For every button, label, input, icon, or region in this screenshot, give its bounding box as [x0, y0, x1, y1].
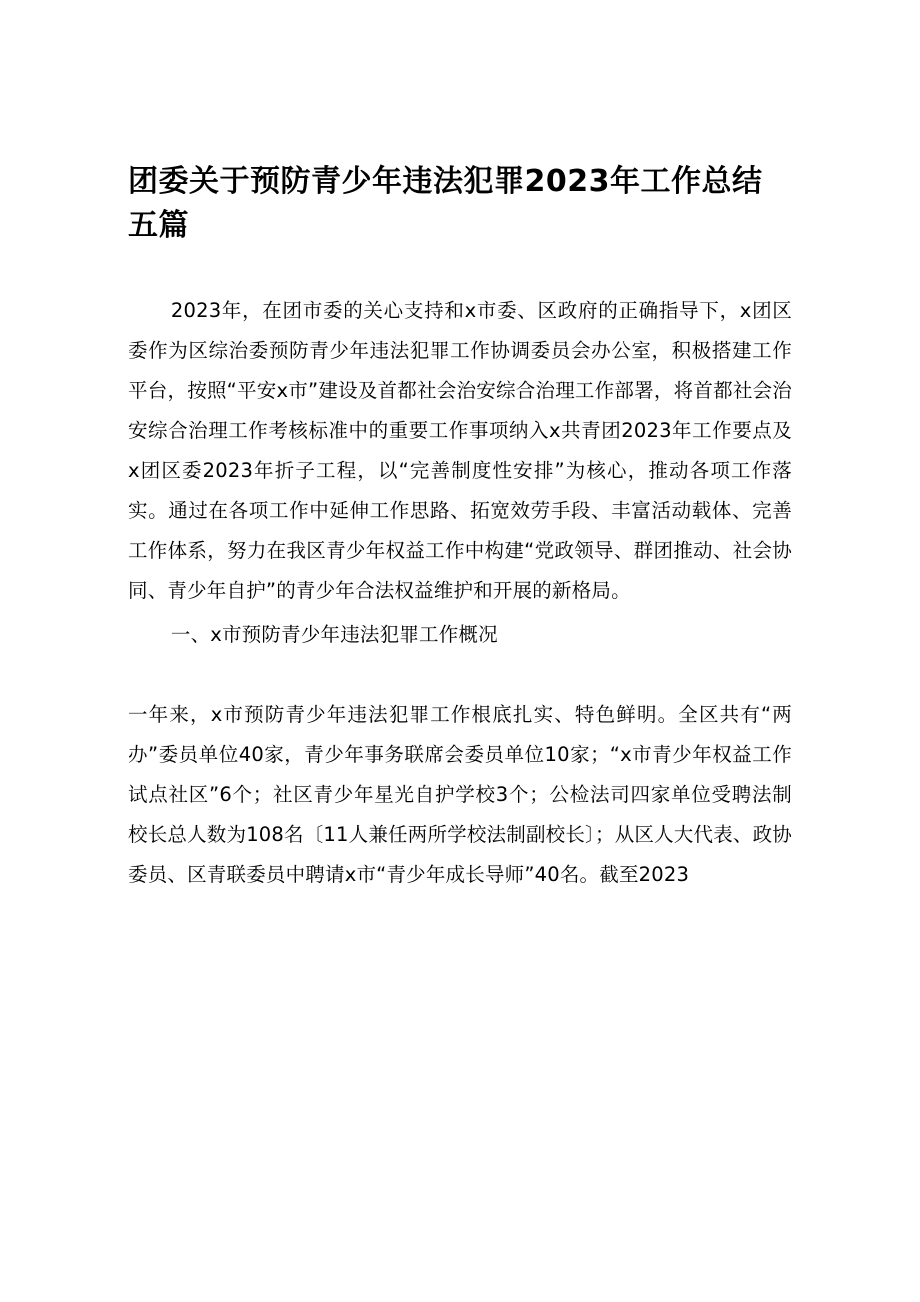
paragraph-spacer: [128, 655, 792, 695]
body-paragraph-1: 2023年，在团市委的关心支持和x市委、区政府的正确指导下，x团区委作为区综治委预防青少年违法犯罪工作协调委员会办公室，积极搭建工作平台，按照“平安x市”建设及首都社会治安综合治理工作部署，将首都社会治安综合治理工作考核标准中的重要工作事项纳入x共青团2023年工作要点及x团区委2023年折子工程，以“完善制度性安排”为核心，推动各项工作落实。通过在各项工作中延伸工作思路、拓宽效劳手段、丰富活动载体、完善工作体系，努力在我区青少年权益工作中构建“党政领导、群团推动、社会协同、青少年自护”的青少年合法权益维护和开展的新格局。: [128, 299, 792, 602]
body-paragraph-2: 一年来，x市预防青少年违法犯罪工作根底扎实、特色鲜明。全区共有“两办”委员单位40家，青少年事务联席会委员单位10家；“x市青少年权益工作试点社区”6个；社区青少年星光自护学校3个；公检法司四家单位受聘法制校长总人数为108名〔11人兼任两所学校法制副校长〕；从区人大代表、政协委员、区青联委员中聘请x市“青少年成长导师”40名。截至2023: [128, 702, 792, 886]
section-heading: 一、x市预防青少年违法犯罪工作概况: [170, 622, 498, 646]
page-title: 团委关于预防青少年违法犯罪2023年工作总结五篇: [128, 164, 763, 243]
